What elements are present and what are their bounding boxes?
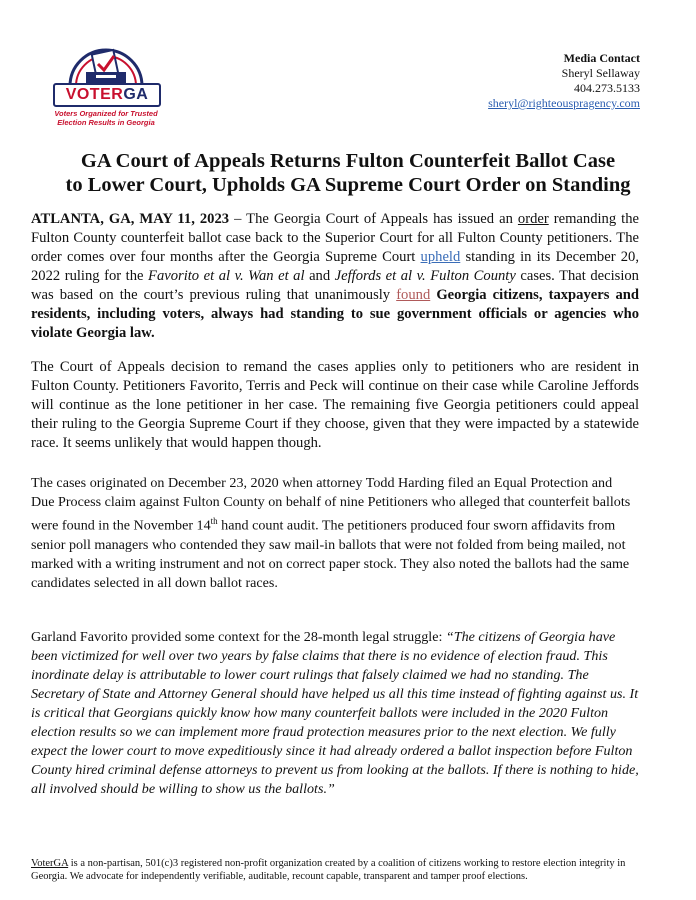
logo-wordmark: VOTERGA (53, 83, 161, 107)
found-link[interactable]: found (396, 287, 431, 303)
contact-name: Sheryl Sellaway (561, 66, 640, 80)
case-name-2: Jeffords et al v. Fulton County (334, 268, 516, 284)
paragraph-lede: ATLANTA, GA, MAY 11, 2023 – The Georgia Court of Appeals has issued an order remanding the Fulton County counterfeit ballot case back to the Superior Court for all Fulton County petitioners. The order comes over four months after the Georgia Supreme Court upheld standing in its December 20, 2022 ruling for the Favorito et al v. Wan et al and Jeffords et al v. Fulton County cases. That decision was based on the court’s previous ruling that unanimously found Georgia citizens, taxpayers and residents, including voters, always had standing to sue government officials or agencies who violate Georgia law. (31, 211, 639, 341)
standing-statement: Georgia citizens, taxpayers and residents, including voters, always had standing to sue government officials or agencies who violate Georgia law. (31, 287, 639, 341)
contact-email-link[interactable]: sheryl@righteouspragency.com (488, 96, 640, 110)
upheld-link[interactable]: upheld (420, 249, 461, 265)
logo-tagline: Voters Organized for Trusted Election Results in Georgia (54, 109, 158, 127)
paragraph-remand: The Court of Appeals decision to remand the cases applies only to petitioners who are resident in Fulton County. Petitioners Favorito, Terris and Peck will continue on their case while Caroline Jeffords will continue as the lone petitioner in her case. The remaining five Georgia petitioners could appeal their ruling to the Georgia Supreme Court if they choose, given that they were impacted by a statewide race. It seems unlikely that would happen though. (31, 359, 639, 451)
headline: GA Court of Appeals Returns Fulton Counterfeit Ballot Case to Lower Court, Upholds GA Supreme Court Order on Standing (65, 150, 631, 196)
votergа-logo (50, 38, 162, 130)
footer: VoterGA is a non-partisan, 501(c)3 registered non-profit organization created by a coalition of citizens working to restore election integrity in Georgia. We advocate for independently verifiable, auditable, recount capable, transparent and tamper proof elections. (31, 858, 626, 882)
votergа-link[interactable]: VoterGA (31, 858, 69, 869)
paragraph-quote: Garland Favorito provided some context for the 28-month legal struggle: “The citizens of Georgia have been victimized for well over two years by false claims that there is no evidence of election fraud. This inordinate delay is attributable to lower court rulings that falsely claimed we had no standing. The Secretary of State and Attorney General should have helped us all this time instead of fighting against us. It is critical that Georgians quickly know how many counterfeit ballots were included in the 2020 Fulton election results so we can implement more fraud protection measures prior to the next election. We fully expect the lower court to move expeditiously since it had already ordered a ballot inspection before Fulton County hired criminal defense attorneys to prevent us from looking at the ballots. If there is nothing to hide, all involved should be willing to show us the ballots.” (31, 629, 639, 797)
favorito-quote: “The citizens of Georgia have been victimized for well over two years by false claims that there is no evidence of election fraud. This inordinate delay is attributable to lower court rulings that falsely claimed we had no standing. The Secretary of State and Attorney General should have helped us all this time instead of fighting against us. It is critical that Georgians quickly know how many counterfeit ballots were included in the 2020 Fulton election results so we can implement more fraud protection measures prior to the next election. We fully expect the lower court to move expeditiously since it had already ordered a ballot inspection before Fulton County hired criminal defense attorneys to prevent us from looking at the ballots. If there is nothing to hide, all involved should be willing to show us the ballots.” (31, 629, 639, 797)
case-name-1: Favorito et al v. Wan et al (148, 268, 305, 284)
media-contact-heading: Media Contact (563, 51, 640, 65)
contact-phone: 404.273.5133 (574, 81, 640, 95)
dateline: ATLANTA, GA, MAY 11, 2023 (31, 211, 230, 227)
media-contact (488, 51, 640, 111)
order-link[interactable]: order (517, 211, 549, 227)
paragraph-origin: The cases originated on December 23, 2020 when attorney Todd Harding filed an Equal Protection and Due Process claim against Fulton County on behalf of nine Petitioners who alleged that counterfeit ballots were found in the November 14th hand count audit. The petitioners produced four sworn affidavits from senior poll managers who contended they saw mail-in ballots that were not folded from being mailed, not marked with a writing instrument and not on correct paper stock. They also noted the ballots had the same candidates selected in all down ballot races. (31, 475, 631, 591)
